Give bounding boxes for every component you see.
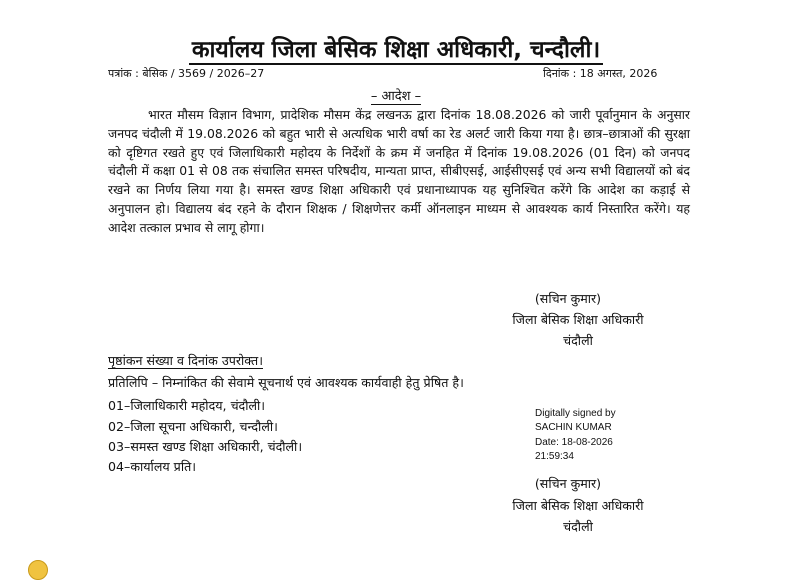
- signature-designation-1: जिला बेसिक शिक्षा अधिकारी: [512, 312, 644, 327]
- list-item: 04–कार्यालय प्रति।: [108, 459, 197, 474]
- endorsement-title: पृष्ठांकन संख्या व दिनांक उपरोक्त।: [108, 353, 263, 368]
- office-header: [0, 32, 792, 64]
- document-date: दिनांक : 18 अगस्त, 2026: [543, 67, 658, 80]
- order-title: – आदेश –: [370, 89, 422, 104]
- emoji-icon: [28, 560, 48, 580]
- endorsement-heading: [108, 352, 263, 369]
- digital-signature-line: Digitally signed by: [535, 408, 616, 419]
- order-heading: [0, 86, 792, 104]
- reference-number: पत्रांक : बेसिक / 3569 / 2026–27: [108, 67, 265, 80]
- signature-place-1: चंदौली: [563, 333, 593, 348]
- list-item: 02–जिला सूचना अधिकारी, चन्दौली।: [108, 419, 278, 434]
- signature-name-2: (सचिन कुमार): [534, 476, 602, 491]
- digital-signature-name: SACHIN KUMAR: [535, 422, 612, 434]
- list-item: 01–जिलाधिकारी महोदय, चंदौली।: [108, 398, 266, 413]
- signature-name-1: (सचिन कुमार): [534, 291, 602, 306]
- copy-to-line: प्रतिलिपि – निम्नांकित की सेवामे सूचनार्थ एवं आवश्यक कार्यवाही हेतु प्रेषित है।: [108, 375, 464, 390]
- order-body: भारत मौसम विज्ञान विभाग, प्रादेशिक मौसम केंद्र लखनऊ द्वारा दिनांक 18.08.2026 को जारी पूर्वानुमान के अनुसार जनपद चंदौली में 19.08.2026 को बहुत भारी से अत्यधिक भारी वर्षा का रेड अलर्ट जारी किया गया है। छात्र–छात्राओं की सुरक्षा को दृष्टिगत रखते हुए एवं जिलाधिकारी महोदय के निर्देशों के क्रम में जनहित में दिनांक 19.08.2026 (01 दिन) को जनपद चंदौली में कक्षा 01 से 08 तक संचालित समस्त परिषदीय, मान्यता प्राप्त, सीबीएसई, आईसीएसई एवं अन्य सभी विद्यालयों को बंद रखने का निर्णय लिया गया है। समस्त खण्ड शिक्षा अधिकारी एवं प्रधानाध्यापक यह सुनिश्चित करेंगे कि आदेश का कड़ाई से अनुपालन हो। विद्यालय बंद रहने के दौरान शिक्षक / शिक्षणेत्तर कर्मी ऑनलाइन माध्यम से आवश्यक कार्य निस्तारित करेंगे। यह आदेश तत्काल प्रभाव से लागू होगा।: [108, 107, 690, 235]
- digital-signature-time: 21:59:34: [535, 451, 574, 463]
- office-title: कार्यालय जिला बेसिक शिक्षा अधिकारी, चन्दौली।: [189, 37, 603, 65]
- signature-place-2: चंदौली: [563, 519, 593, 534]
- list-item: 03–समस्त खण्ड शिक्षा अधिकारी, चंदौली।: [108, 439, 303, 454]
- signature-designation-2: जिला बेसिक शिक्षा अधिकारी: [512, 498, 644, 513]
- digital-signature-date: Date: 18-08-2026: [535, 436, 613, 448]
- digital-signature-block: [535, 407, 616, 465]
